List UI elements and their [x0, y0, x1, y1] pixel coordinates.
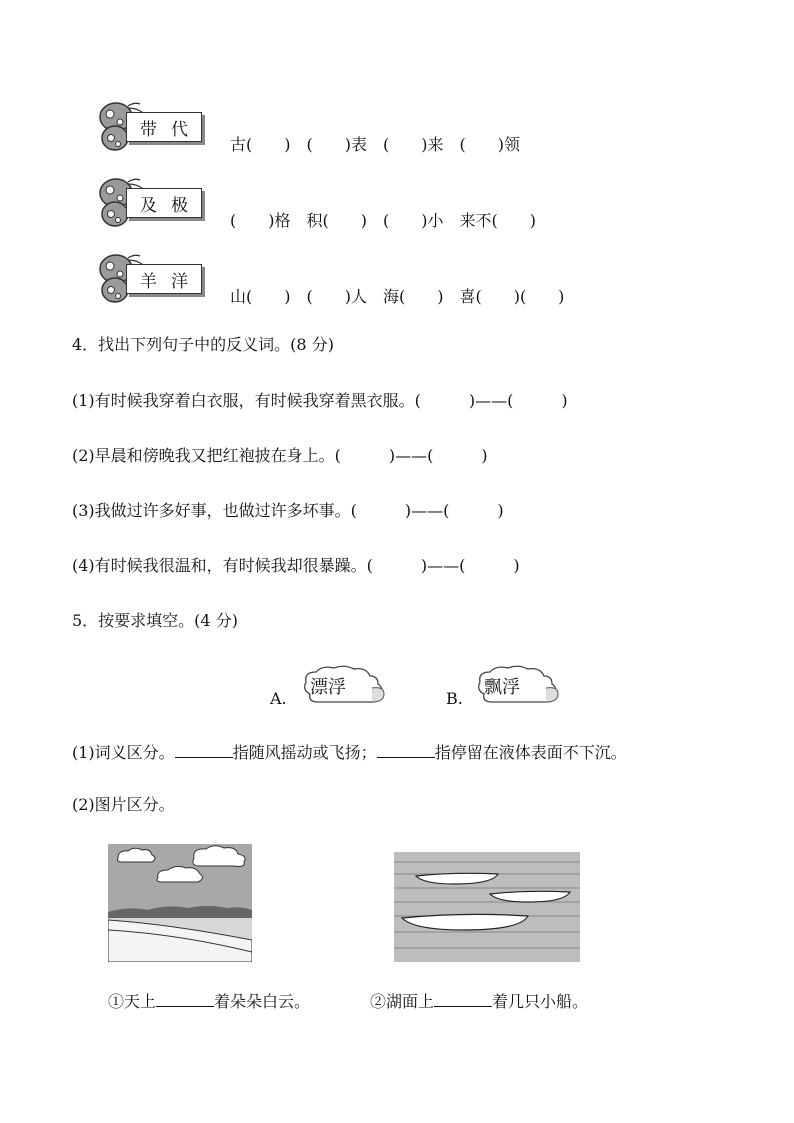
fill1-suffix: 着朵朵白云。	[214, 992, 311, 1011]
option-b-letter: B.	[446, 689, 463, 708]
option-a-letter: A.	[270, 689, 287, 708]
answer-blank[interactable]	[434, 988, 492, 1007]
answer-blank[interactable]	[377, 739, 435, 758]
sky-clouds-picture	[108, 844, 252, 962]
question-4-item-1: (1)有时候我穿着白衣服，有时候我穿着黑衣服。( )——( )	[72, 391, 568, 410]
picture-fill-1	[108, 988, 310, 1013]
item1-mid: 指随风摇动或飞扬；	[232, 743, 377, 762]
question-4-item-4: (4)有时候我很温和，有时候我却很暴躁。( )——( )	[72, 556, 520, 575]
butterfly-badge-1	[98, 100, 208, 160]
fill2-prefix: ②湖面上	[370, 992, 435, 1011]
answer-blank[interactable]	[175, 739, 233, 758]
question-5-item-2: (2)图片区分。	[72, 795, 175, 814]
question-5-item-1	[72, 739, 627, 764]
pair-char: 洋	[171, 271, 188, 292]
option-a-word: 漂浮	[310, 677, 346, 698]
pair-fill-line-2: ( )格 积( ) ( )小 来不( )	[230, 211, 536, 230]
question-5-title: 5．按要求填空。(4 分)	[72, 611, 238, 630]
answer-blank[interactable]	[156, 988, 214, 1007]
pair-char: 带	[140, 119, 157, 140]
option-b-word: 飘浮	[484, 677, 520, 698]
option-a-cloud	[300, 664, 386, 706]
item1-prefix: (1)词义区分。	[72, 743, 175, 762]
butterfly-badge-2	[98, 176, 208, 236]
pair-label-1	[126, 112, 202, 142]
pair-char: 羊	[140, 271, 157, 292]
lake-boats-picture	[394, 852, 580, 962]
pair-fill-line-1: 古( ) ( )表 ( )来 ( )领	[230, 135, 520, 154]
pair-char: 极	[171, 195, 188, 216]
item1-suffix: 指停留在液体表面不下沉。	[434, 743, 627, 762]
question-4-item-2: (2)早晨和傍晚我又把红袍披在身上。( )——( )	[72, 446, 488, 465]
pair-fill-line-3: 山( ) ( )人 海( ) 喜( )( )	[230, 287, 565, 306]
question-4-title: 4．找出下列句子中的反义词。(8 分)	[72, 335, 334, 354]
question-4-item-3: (3)我做过许多好事，也做过许多坏事。( )——( )	[72, 501, 504, 520]
fill2-suffix: 着几只小船。	[492, 992, 589, 1011]
fill1-prefix: ①天上	[108, 992, 157, 1011]
pair-char: 及	[140, 195, 157, 216]
pair-char: 代	[171, 119, 188, 140]
option-b-cloud	[474, 664, 560, 706]
pair-label-3	[126, 264, 202, 294]
pair-label-2	[126, 188, 202, 218]
picture-fill-2	[370, 988, 588, 1013]
butterfly-badge-3	[98, 252, 208, 312]
